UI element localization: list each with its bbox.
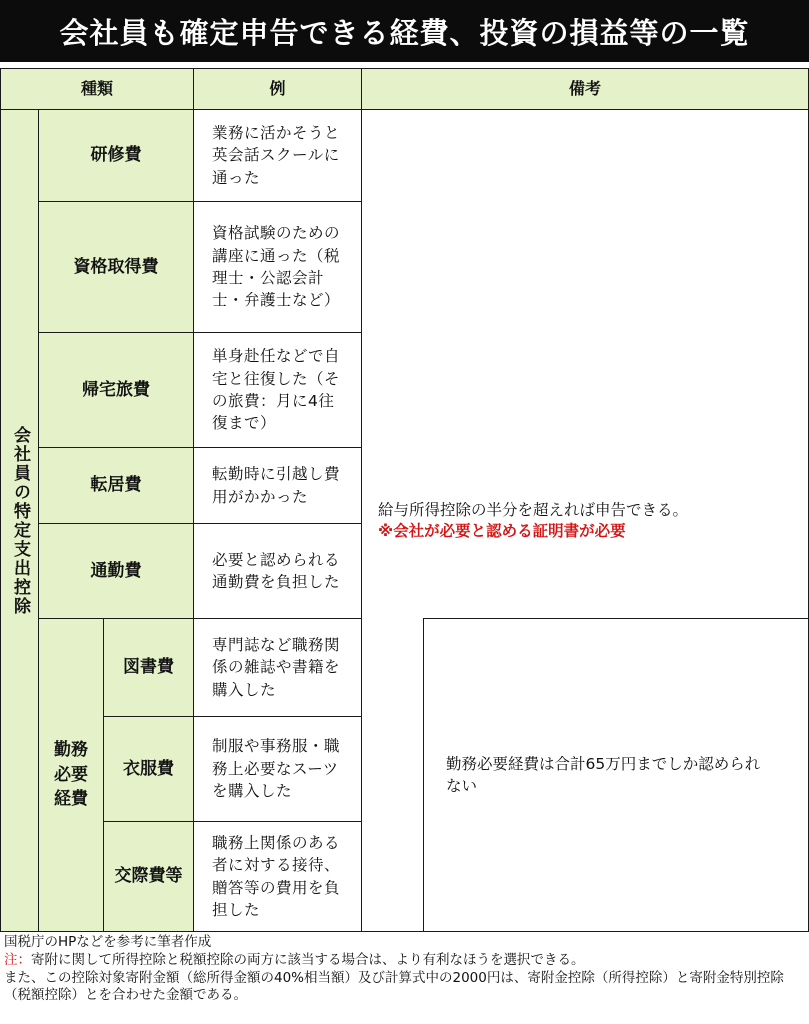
type-training: 研修費 <box>38 109 194 202</box>
remarks-work-expense-limit <box>423 618 809 932</box>
page-title: 会社員も確定申告できる経費、投資の損益等の一覧 <box>0 0 809 62</box>
remark-main-text: 給与所得控除の半分を超えれば申告できる。 <box>378 500 689 519</box>
example-qualification: 資格試験のための講座に通った（税理士・公認会計士・弁護士など） <box>193 201 362 333</box>
expense-table <box>0 68 809 932</box>
header-remarks: 備考 <box>361 68 809 110</box>
remark-main-warning: ※会社が必要と認める証明書が必要 <box>378 521 626 540</box>
type-entertainment: 交際費等 <box>103 821 194 932</box>
type-commute: 通勤費 <box>38 523 194 619</box>
footer-notes <box>4 934 804 1005</box>
footer-note-prefix: 注： <box>4 951 31 968</box>
example-books: 専門誌など職務関係の雑誌や書籍を購入した <box>193 618 362 717</box>
footer-note-1-text: 寄附に関して所得控除と税額控除の両方に該当する場合は、より有利なほうを選択できる。 <box>31 951 585 968</box>
example-entertainment: 職務上関係のある者に対する接待、贈答等の費用を負担した <box>193 821 362 932</box>
group-label-specific-deduction <box>0 109 39 932</box>
header-example: 例 <box>193 68 362 110</box>
example-relocation: 転勤時に引越し費用がかかった <box>193 447 362 524</box>
header-type: 種類 <box>0 68 194 110</box>
type-qualification: 資格取得費 <box>38 201 194 333</box>
example-training: 業務に活かそうと英会話スクールに通った <box>193 109 362 202</box>
sub-group-label-work-expenses <box>38 618 104 932</box>
type-home-travel: 帰宅旅費 <box>38 332 194 448</box>
group-label-text: 会社員の特定支出控除 <box>9 425 30 616</box>
type-clothing: 衣服費 <box>103 716 194 822</box>
remark-sub-text: 勤務必要経費は合計65万円までしか認められない <box>446 754 761 795</box>
example-commute: 必要と認められる通勤費を負担した <box>193 523 362 619</box>
footer-source: 国税庁のHPなどを参考に筆者作成 <box>4 934 212 950</box>
example-home-travel: 単身赴任などで自宅と往復した（その旅費：月に4往復まで） <box>193 332 362 448</box>
footer-note-1 <box>4 952 804 970</box>
example-clothing: 制服や事務服・職務上必要なスーツを購入した <box>193 716 362 822</box>
sub-group-label-text: 勤務必要経費 <box>54 740 88 810</box>
type-relocation: 転居費 <box>38 447 194 524</box>
type-books: 図書費 <box>103 618 194 717</box>
footer-note-2: また、この控除対象寄附金額（総所得金額の40%相当額）及び計算式中の2000円は、寄附金控除（所得控除）と寄附金特別控除（税額控除）とを合わせた金額である。 <box>4 969 784 1004</box>
